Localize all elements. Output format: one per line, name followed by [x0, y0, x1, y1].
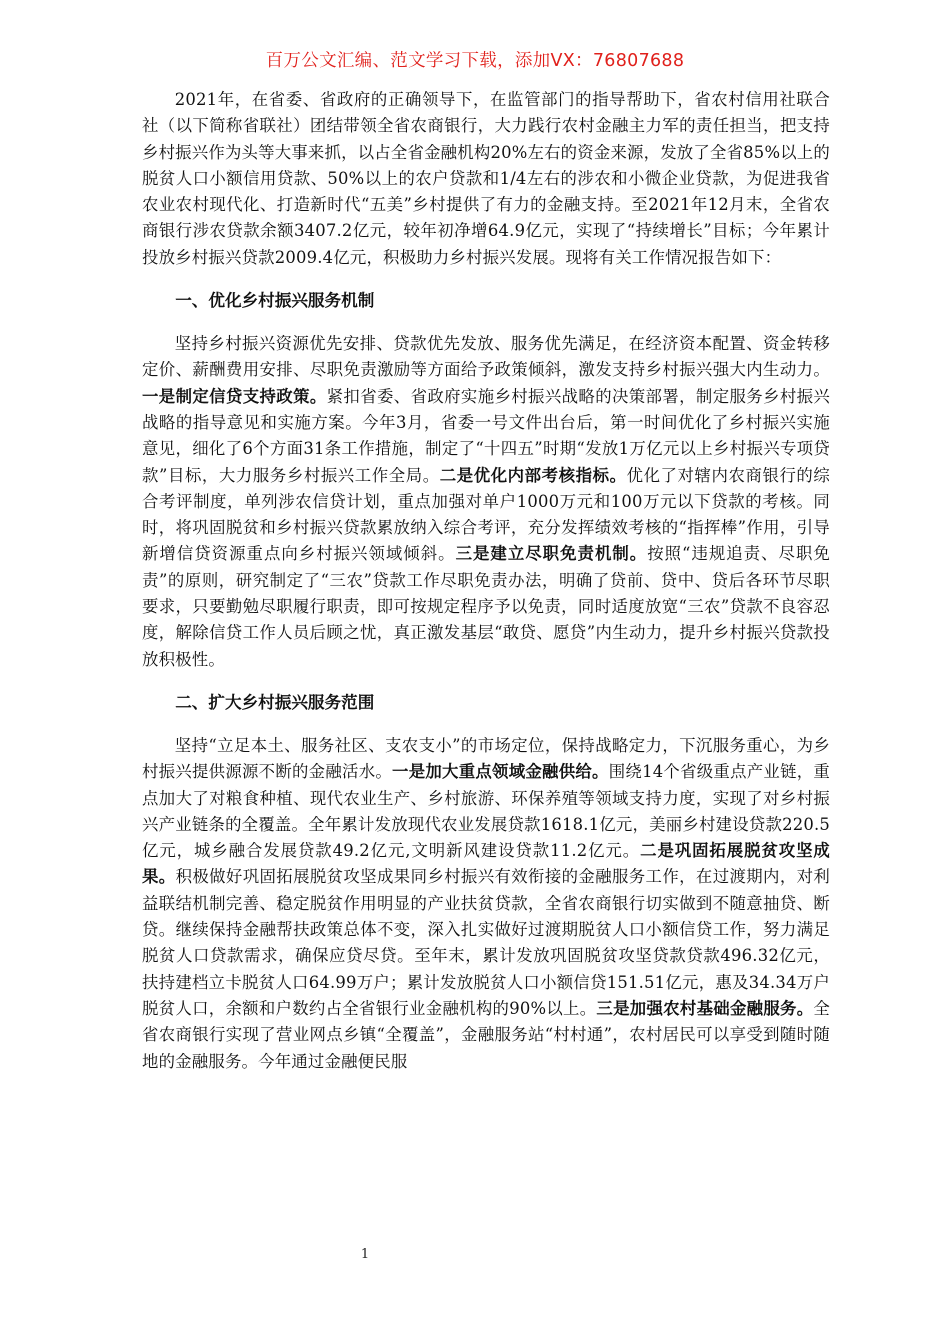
section-1-lead: 坚持乡村振兴资源优先安排、贷款优先发放、服务优先满足，在经济资本配置、资金转移定价、薪酬费用安排、尽职免责激励等方面给予政策倾斜，激发支持乡村振兴强大内生动力。 [142, 334, 830, 380]
page-number: 1 [360, 1247, 370, 1262]
section-2-item-3-text: 全省农商银行实现了营业网点乡镇“全覆盖”，金融服务站“村村通”，农村居民可以享受到随时随地的金融服务。今年通过金融便民服 [142, 998, 831, 1071]
section-1-item-2-title: 二是优化内部考核指标。 [439, 465, 627, 485]
section-2-item-2-text: 积极做好巩固拓展脱贫攻坚成果同乡村振兴有效衔接的金融服务工作，在过渡期内，对利益联结机制完善、稳定脱贫作用明显的产业扶贫贷款，全省农商银行切实做到不随意抽贷、断贷。继续保持金融帮扶政策总体不变，深入扎实做好过渡期脱贫人口小额信贷工作，努力满足脱贫人口贷款需求，确保应贷尽贷。至年末，累计发放巩固脱贫攻坚贷款贷款496.32亿元，扶持建档立卡脱贫人口64.99万户；累计发放脱贫人口小额信贷151.51亿元，惠及34.34万户脱贫人口，余额和户数约占全省银行业金融机构的90%以上。 [142, 867, 830, 1018]
section-2-item-2-title: 二是巩固拓展脱贫攻坚成果。 [142, 841, 830, 887]
header-banner: 百万公文汇编、范文学习下载，添加VX：76807688 [265, 51, 685, 71]
section-1-item-3-text: 按照“违规追责、尽职免责”的原则，研究制定了“三农”贷款工作尽职免责办法，明确了贷前、贷中、贷后各环节尽职要求，只要勤勉尽职履行职责，即可按规定程序予以免责，同时适度放宽“三农”贷款不良容忍度，解除信贷工作人员后顾之忧，真正激发基层“敢贷、愿贷”内生动力，提升乡村振兴贷款投放积极性。 [142, 544, 830, 669]
section-1-paragraph [142, 331, 830, 673]
section-2-lead: 坚持“立足本土、服务社区、支农支小”的市场定位，保持战略定力，下沉服务重心，为乡村振兴提供源源不断的金融活水。 [142, 735, 830, 782]
section-2-paragraph [142, 733, 830, 1075]
intro-paragraph: 2021年，在省委、省政府的正确领导下，在监管部门的指导帮助下，省农村信用社联合社（以下简称省联社）团结带领全省农商银行，大力践行农村金融主力军的责任担当，把支持乡村振兴作为头等大事来抓，以占全省金融机构20%左右的资金来源，发放了全省85%以上的脱贫人口小额信用贷款、50%以上的农户贷款和1/4左右的涉农和小微企业贷款，为促进我省农业农村现代化、打造新时代“五美”乡村提供了有力的金融支持。至2021年12月末，全省农商银行涉农贷款余额3407.2亿元，较年初净增64.9亿元，实现了“持续增长”目标；今年累计投放乡村振兴贷款2009.4亿元，积极助力乡村振兴发展。现将有关工作情况报告如下： [142, 90, 830, 267]
section-2-heading: 二、扩大乡村振兴服务范围 [175, 692, 375, 712]
section-2-item-1-text: 围绕14个省级重点产业链，重点加大了对粮食种植、现代农业生产、乡村旅游、环保养殖等领域支持力度，实现了对乡村振兴产业链条的全覆盖。全年累计发放现代农业发展贷款1618.1亿元，美丽乡村建设贷款220.5亿元，城乡融合发展贷款49.2亿元,文明新风建设贷款11.2亿元。 [142, 762, 831, 861]
document-body [142, 87, 830, 1075]
section-2-item-3-title: 三是加强农村基础金融服务。 [596, 998, 814, 1018]
section-1-item-1-text: 紧扣省委、省政府实施乡村振兴战略的决策部署，制定服务乡村振兴战略的指导意见和实施方案。今年3月，省委一号文件出台后，第一时间优化了乡村振兴实施意见，细化了6个方面31条工作措施，制定了“十四五”时期“发放1万亿元以上乡村振兴专项贷款”目标，大力服务乡村振兴工作全局。 [142, 386, 830, 485]
section-1-heading: 一、优化乡村振兴服务机制 [175, 291, 375, 311]
section-1-item-1-title: 一是制定信贷支持政策。 [142, 386, 327, 406]
section-1-item-2-text: 优化了对辖内农商银行的综合考评制度，单列涉农信贷计划，重点加强对单户1000万元和100万元以下贷款的考核。同时，将巩固脱贫和乡村振兴贷款累放纳入综合考评，充分发挥绩效考核的“指挥棒”作用，引导新增信贷资源重点向乡村振兴领域倾斜。 [142, 465, 831, 564]
section-1-item-3-title: 三是建立尽职免责机制。 [455, 544, 648, 564]
section-2-item-1-title: 一是加大重点领域金融供给。 [392, 762, 609, 782]
